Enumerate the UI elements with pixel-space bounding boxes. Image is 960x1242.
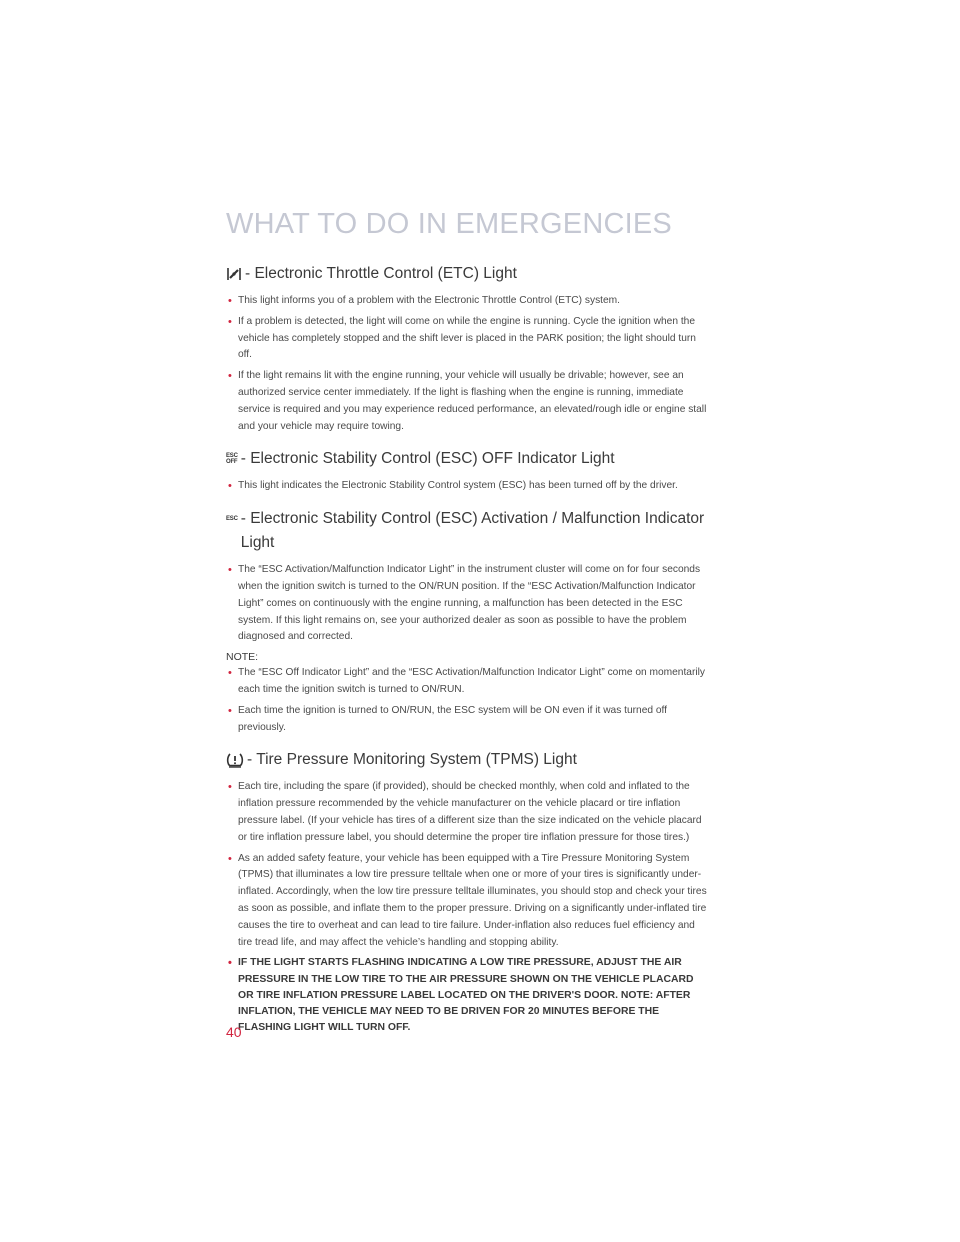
section-tpms-title: - Tire Pressure Monitoring System (TPMS) Light bbox=[247, 751, 577, 769]
esc-icon: ESC bbox=[226, 516, 238, 523]
section-esc-off-title: - Electronic Stability Control (ESC) OFF Indicator Light bbox=[240, 450, 615, 468]
section-etc-heading bbox=[226, 262, 710, 286]
section-esc-activation-heading bbox=[226, 507, 710, 555]
section-etc-bullets bbox=[226, 293, 710, 435]
list-item: • This light informs you of a problem with the Electronic Throttle Control (ETC) system. bbox=[228, 295, 620, 307]
list-item: • The “ESC Off Indicator Light” and the “ESC Activation/Malfunction Indicator Light” come on momentarily each time the ignition switch is turned to ON/RUN. bbox=[228, 667, 705, 695]
section-esc-off-heading bbox=[226, 447, 710, 471]
page-content bbox=[226, 262, 710, 1048]
note-bullets bbox=[226, 665, 710, 736]
list-item: • IF THE LIGHT STARTS FLASHING INDICATING A LOW TIRE PRESSURE, ADJUST THE AIR PRESSURE IN THE LOW TIRE TO THE AIR PRESSURE SHOWN ON THE VEHICLE PLACARD OR TIRE INFLATION PRESSURE LABEL LOCATED ON THE DRIVER'S DOOR. NOTE: AFTER INFLATION, THE VEHICLE MAY NEED TO BE DRIVEN FOR 20 MINUTES BEFORE THE FLASHING LIGHT WILL TURN OFF. bbox=[228, 957, 694, 1034]
section-tpms bbox=[226, 748, 710, 1036]
section-esc-activation bbox=[226, 507, 710, 736]
list-item: • If the light remains lit with the engine running, your vehicle will usually be drivable; however, see an authorized service center immediately. If the light is flashing when the engine is running, immediate service is required and you may experience reduced performance, an elevated/rough idle or engine stall and your vehicle may require towing. bbox=[228, 370, 707, 432]
list-item: • This light indicates the Electronic Stability Control system (ESC) has been turned off by the driver. bbox=[228, 480, 678, 493]
section-esc-activation-bullets bbox=[226, 562, 710, 646]
throttle-control-icon bbox=[226, 262, 242, 286]
section-esc-off-bullets bbox=[226, 478, 710, 495]
list-item: • Each tire, including the spare (if provided), should be checked monthly, when cold and inflated to the inflation pressure recommended by the vehicle manufacturer on the vehicle placard or tire inflation pressure label. (If your vehicle has tires of a different size than the size indicated on the vehicle placard or tire inflation pressure label, you should determine the proper tire inflation pressure for those tires.) bbox=[228, 781, 702, 843]
list-item: • As an added safety feature, your vehicle has been equipped with a Tire Pressure Monitoring System (TPMS) that illuminates a low tire pressure telltale when one or more of your tires is significantly under-inflated. Accordingly, when the low tire pressure telltale illuminates, you should stop and check your tires as soon as possible, and inflate them to the proper pressure. Driving on a significantly under-inflated tire causes the tire to overheat and can lead to tire failure. Under-inflation also reduces fuel efficiency and tire tread life, and may affect the vehicle’s handling and stopping ability. bbox=[228, 852, 707, 948]
list-item: • Each time the ignition is turned to ON/RUN, the ESC system will be ON even if it was turned off previously. bbox=[228, 704, 667, 733]
chapter-title: WHAT TO DO IN EMERGENCIES bbox=[226, 208, 672, 240]
tire-pressure-icon bbox=[226, 748, 244, 772]
section-esc-activation-title: - Electronic Stability Control (ESC) Activation / Malfunction Indicator Light bbox=[240, 510, 705, 552]
section-etc bbox=[226, 262, 710, 435]
section-tpms-heading bbox=[226, 748, 710, 772]
section-etc-title: - Electronic Throttle Control (ETC) Light bbox=[245, 265, 517, 282]
list-item: • If a problem is detected, the light will come on while the engine is running. Cycle the ignition when the vehicle has completely stopped and the shift lever is placed in the PARK position; the light should turn off. bbox=[228, 315, 696, 361]
page-number: 40 bbox=[226, 1024, 242, 1040]
note-label: NOTE: bbox=[226, 651, 259, 664]
list-item: • The “ESC Activation/Malfunction Indicator Light” in the instrument cluster will come on for four seconds when the ignition switch is turned to the ON/RUN position. If the “ESC Activation/Malfunction Indicator Light” comes on continuously with the engine running, a malfunction has been detected in the ESC system. If this light remains on, see your authorized dealer as soon as possible to have the problem diagnosed and corrected. bbox=[228, 564, 701, 643]
esc-off-icon: ESC OFF bbox=[226, 453, 238, 466]
section-esc-off bbox=[226, 447, 710, 495]
section-tpms-bullets bbox=[226, 779, 710, 1036]
